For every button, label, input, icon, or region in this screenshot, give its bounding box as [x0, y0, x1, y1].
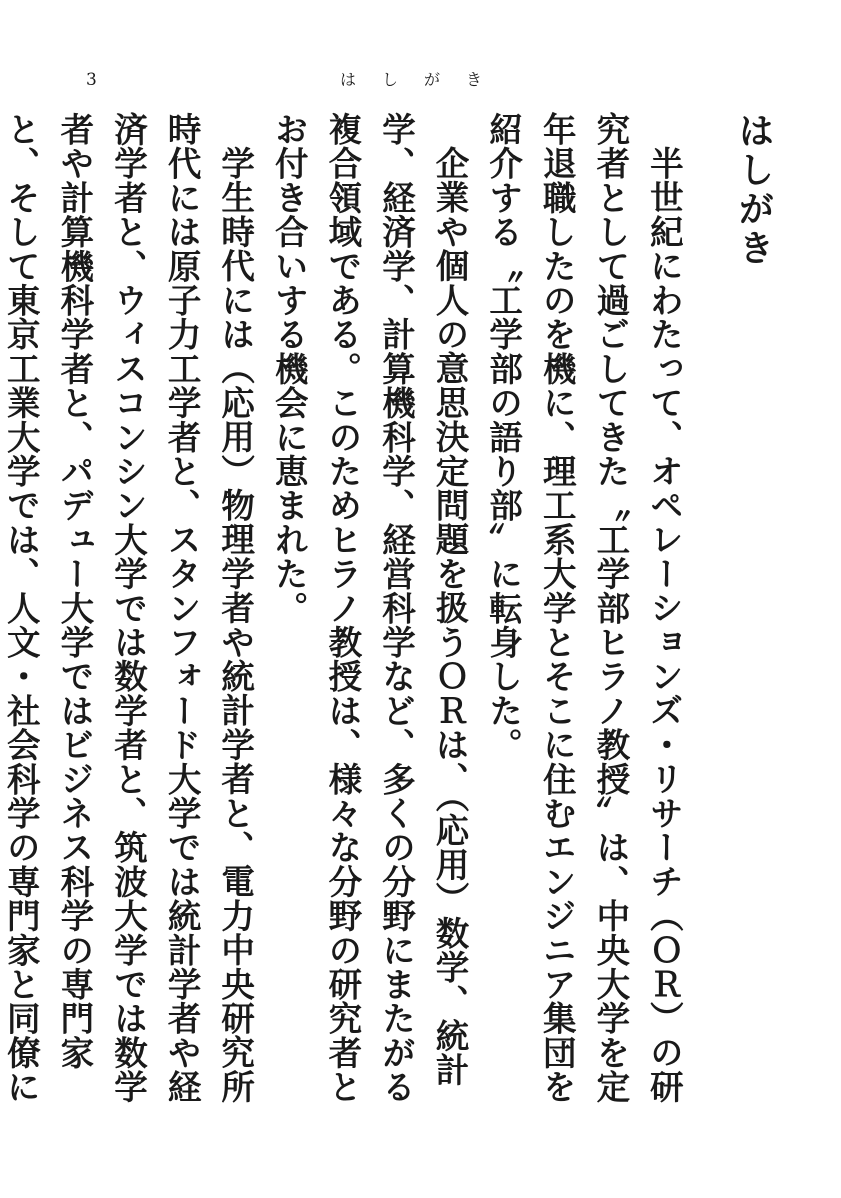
page-number: 3	[86, 70, 97, 90]
body-text	[1, 112, 780, 1112]
paragraph-3: 学生時代には（応用）物理学者や統計学者と、電力中央研究所時代には原子力工学者と、スタンフォード大学では統計学者や経済学者と、ウィスコンシン大学では数学者と、筑波大学では数学者や計算機科学者と、パデュー大学ではビジネス科学の専門家と、そして東京工業大学では、人文・社会科学の専門家と同僚に	[1, 112, 255, 1104]
chapter-title: はしがき	[733, 112, 775, 268]
running-head: はしがき	[340, 70, 509, 89]
paragraph-1: 半世紀にわたって、オペレーションズ・リサーチ（ＯＲ）の研究者として過ごしてきた〝工学部ヒラノ教授〟は、中央大学を定年退職したのを機に、理工系大学とそこに住むエンジニア集団を紹介する〝工学部の語り部〟に転身した。	[483, 112, 684, 1104]
paragraph-2: 企業や個人の意思決定問題を扱うＯＲは、（応用）数学、統計学、経済学、計算機科学、経営科学など、多くの分野にまたがる複合領域である。このためヒラノ教授は、様々な分野の研究者とお付き合いする機会に恵まれた。	[269, 112, 470, 1104]
